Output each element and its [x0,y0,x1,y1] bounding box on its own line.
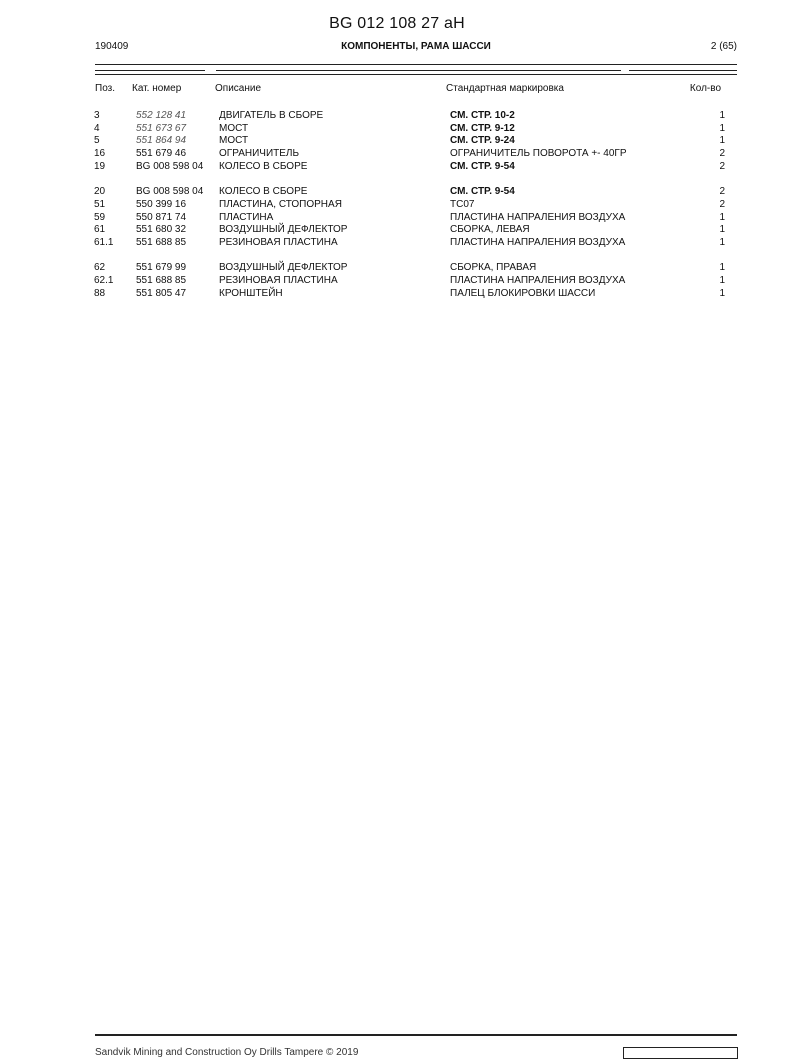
brand-logo [623,1047,738,1059]
column-divider [216,70,621,71]
cell-pos: 4 [94,122,100,134]
cell-cat-number: 551 864 94 [136,135,187,147]
cell-cat-number: 551 688 85 [136,274,187,286]
cell-description: КОЛЕСО В СБОРЕ [219,160,308,172]
cell-description: МОСТ [219,122,249,134]
table-row [0,199,794,212]
cell-description: ДВИГАТЕЛЬ В СБОРЕ [219,110,324,121]
header-rule-top [95,64,737,65]
cell-quantity: 1 [719,224,725,236]
cell-quantity: 1 [719,211,725,223]
section-title: КОМПОНЕНТЫ, РАМА ШАССИ [341,41,491,52]
cell-quantity: 1 [719,262,725,274]
header-rule-bottom [95,74,737,75]
table-row [0,237,794,250]
cell-cat-number: 551 673 67 [136,122,187,134]
table-row [0,148,794,161]
cell-cat-number: BG 008 598 04 [136,160,204,172]
cell-standard-marking: СМ. СТР. 9-24 [450,135,515,147]
group-spacer [0,250,794,263]
cell-quantity: 1 [719,287,725,299]
document-date: 190409 [95,41,129,52]
table-row [0,212,794,225]
table-row [0,275,794,288]
cell-quantity: 1 [719,135,725,147]
cell-pos: 62 [94,262,106,274]
cell-description: ВОЗДУШНЫЙ ДЕФЛЕКТОР [219,262,348,274]
cell-quantity: 2 [719,186,725,198]
cell-description: ВОЗДУШНЫЙ ДЕФЛЕКТОР [219,224,348,236]
cell-standard-marking: СМ. СТР. 9-54 [450,186,515,198]
cell-cat-number: 551 679 46 [136,148,187,160]
cell-quantity: 2 [719,148,725,160]
cell-pos: 5 [94,135,100,147]
parts-table [0,110,794,300]
cell-cat-number: 550 399 16 [136,198,187,210]
column-header-pos: Поз. [95,83,115,94]
cell-description: КОЛЕСО В СБОРЕ [219,186,308,198]
cell-description: ПЛАСТИНА [219,211,274,223]
cell-cat-number: 551 688 85 [136,236,187,248]
cell-pos: 61 [94,224,106,236]
cell-cat-number: 551 805 47 [136,287,187,299]
column-header-cat: Кат. номер [132,83,182,94]
cell-standard-marking: ТС07 [450,198,475,210]
cell-pos: 61.1 [94,236,114,248]
table-row [0,123,794,136]
column-header-std: Стандартная маркировка [446,83,564,94]
table-row [0,110,794,123]
cell-standard-marking: ПЛАСТИНА НАПРАЛЕНИЯ ВОЗДУХА [450,211,626,223]
cell-standard-marking: СБОРКА, ПРАВАЯ [450,262,537,274]
cell-description: РЕЗИНОВАЯ ПЛАСТИНА [219,274,338,286]
cell-description: КРОНШТЕЙН [219,287,283,299]
cell-quantity: 1 [719,122,725,134]
cell-standard-marking: СБОРКА, ЛЕВАЯ [450,224,530,236]
document-title: BG 012 108 27 aH [329,15,465,32]
cell-standard-marking: СМ. СТР. 10-2 [450,110,515,121]
group-spacer [0,173,794,186]
cell-standard-marking: ПЛАСТИНА НАПРАЛЕНИЯ ВОЗДУХА [450,236,626,248]
footer-rule [95,1034,737,1036]
cell-description: МОСТ [219,135,249,147]
cell-cat-number: BG 008 598 04 [136,186,204,198]
cell-pos: 19 [94,160,106,172]
cell-quantity: 1 [719,274,725,286]
table-row [0,186,794,199]
cell-quantity: 2 [719,160,725,172]
cell-pos: 62.1 [94,274,114,286]
cell-standard-marking: ПЛАСТИНА НАПРАЛЕНИЯ ВОЗДУХА [450,274,626,286]
cell-quantity: 2 [719,198,725,210]
table-row [0,262,794,275]
cell-standard-marking: СМ. СТР. 9-54 [450,160,515,172]
cell-pos: 20 [94,186,106,198]
cell-pos: 16 [94,148,106,160]
footer-text: Sandvik Mining and Construction Oy Drills Tampere © 2019 [95,1047,359,1058]
table-row [0,288,794,301]
cell-cat-number: 551 679 99 [136,262,187,274]
cell-quantity: 1 [719,110,725,121]
cell-pos: 59 [94,211,106,223]
page-header [95,41,737,55]
cell-quantity: 1 [719,236,725,248]
table-row [0,224,794,237]
column-divider [95,70,205,71]
cell-cat-number: 552 128 41 [136,110,187,121]
cell-description: РЕЗИНОВАЯ ПЛАСТИНА [219,236,338,248]
cell-cat-number: 550 871 74 [136,211,187,223]
cell-standard-marking: СМ. СТР. 9-12 [450,122,515,134]
cell-standard-marking: ОГРАНИЧИТЕЛЬ ПОВОРОТА +- 40ГР [450,148,627,160]
cell-cat-number: 551 680 32 [136,224,187,236]
cell-pos: 3 [94,110,100,121]
column-header-desc: Описание [215,83,262,94]
cell-pos: 88 [94,287,106,299]
table-row [0,161,794,174]
column-divider [629,70,737,71]
cell-pos: 51 [94,198,106,210]
column-header-qty: Кол-во [689,83,721,94]
cell-description: ПЛАСТИНА, СТОПОРНАЯ [219,198,342,210]
table-row [0,135,794,148]
cell-description: ОГРАНИЧИТЕЛЬ [219,148,300,160]
cell-standard-marking: ПАЛЕЦ БЛОКИРОВКИ ШАССИ [450,287,596,299]
page-number: 2 (65) [710,41,737,52]
